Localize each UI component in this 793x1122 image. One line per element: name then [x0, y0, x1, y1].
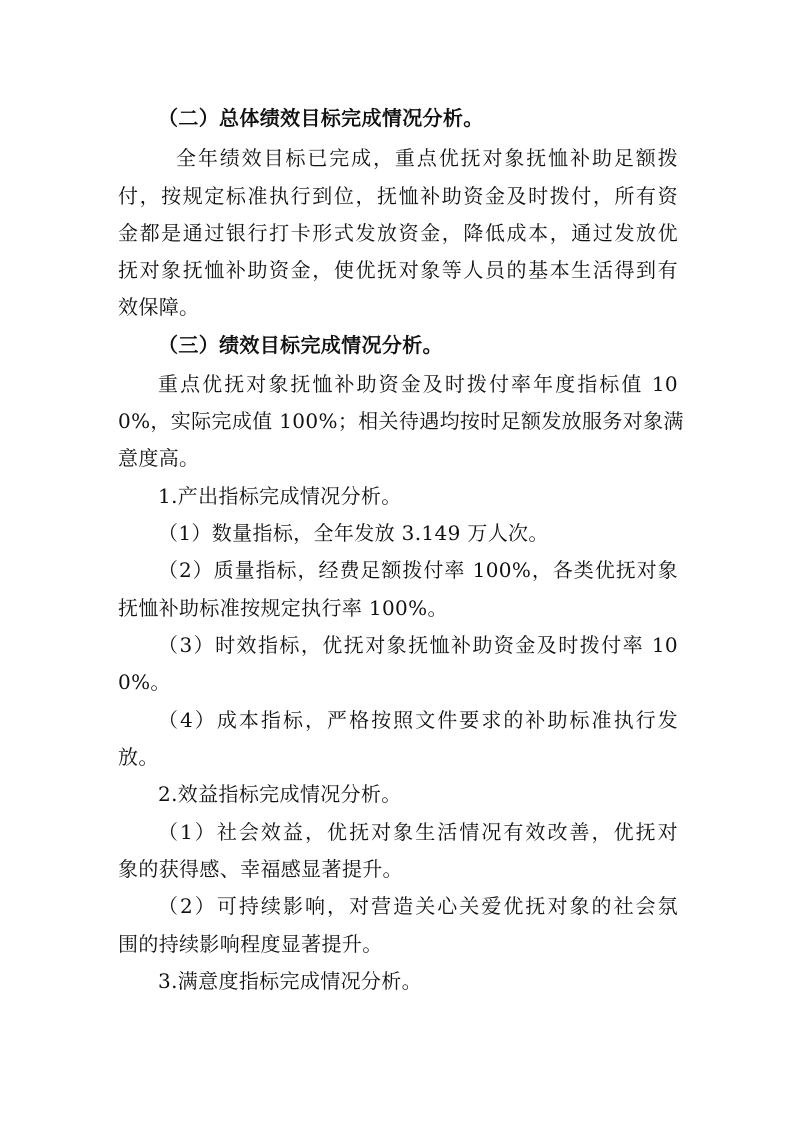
paragraph-line: 全年绩效目标已完成，重点优抚对象抚恤补助足额拨	[176, 146, 678, 170]
section-heading-2: （二）总体绩效目标完成情况分析。	[158, 106, 484, 130]
list-item-continuation: 放。	[118, 745, 159, 769]
subheading-satisfaction: 3.满意度指标完成情况分析。	[158, 969, 422, 993]
list-item: （2）可持续影响，对营造关心关爱优抚对象的社会氛	[158, 894, 678, 918]
list-item: （1）社会效益，优抚对象生活情况有效改善，优抚对	[158, 820, 678, 844]
section-heading-3: （三）绩效目标完成情况分析。	[158, 333, 443, 357]
paragraph-line: 意度高。	[118, 446, 200, 470]
list-item-continuation: 0%。	[118, 670, 171, 694]
list-item: （4）成本指标，严格按照文件要求的补助标准执行发	[158, 708, 678, 732]
paragraph-line: 效保障。	[118, 295, 200, 319]
list-item-continuation: 围的持续影响程度显著提升。	[118, 932, 383, 956]
paragraph-line: 重点优抚对象抚恤补助资金及时拨付率年度指标值 10	[158, 372, 678, 396]
paragraph-line: 金都是通过银行打卡形式发放资金，降低成本，通过发放优	[118, 221, 678, 245]
list-item-continuation: 象的获得感、幸福感显著提升。	[118, 857, 403, 881]
list-item: （2）质量指标，经费足额拨付率 100%，各类优抚对象	[158, 558, 678, 582]
list-item: （3）时效指标，优抚对象抚恤补助资金及时拨付率 10	[158, 633, 678, 657]
list-item-continuation: 抚恤补助标准按规定执行率 100%。	[118, 596, 448, 620]
list-item: （1）数量指标，全年发放 3.149 万人次。	[158, 521, 549, 545]
paragraph-line: 抚对象抚恤补助资金，使优抚对象等人员的基本生活得到有	[118, 258, 678, 282]
paragraph-line: 付，按规定标准执行到位，抚恤补助资金及时拨付，所有资	[118, 184, 678, 208]
paragraph-line: 0%，实际完成值 100%；相关待遇均按时足额发放服务对象满	[118, 409, 684, 433]
subheading-output: 1.产出指标完成情况分析。	[158, 484, 402, 508]
subheading-benefit: 2.效益指标完成情况分析。	[158, 782, 402, 806]
